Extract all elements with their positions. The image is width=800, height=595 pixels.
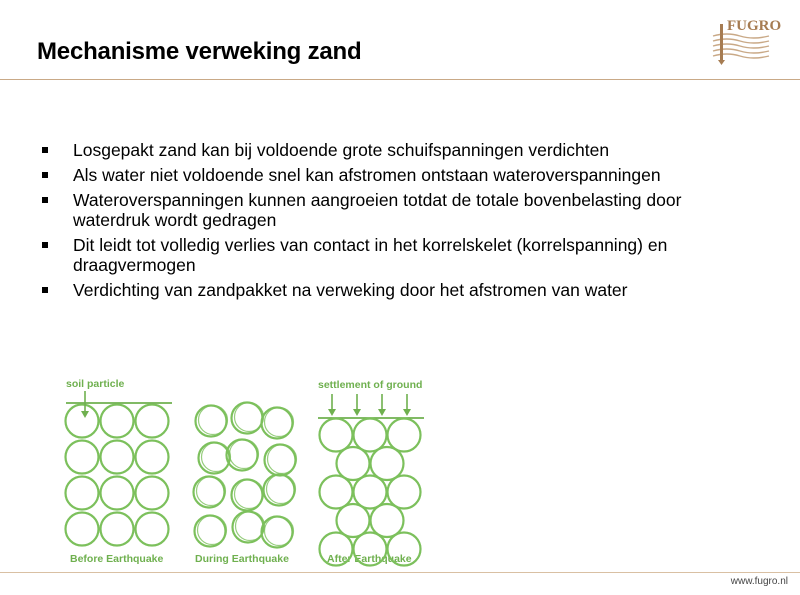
before-particle bbox=[66, 405, 99, 438]
settlement-arrow-head bbox=[378, 409, 386, 416]
during-particle-echo bbox=[199, 406, 228, 435]
after-particle bbox=[388, 419, 421, 452]
footer-divider bbox=[0, 572, 800, 573]
after-particle bbox=[354, 476, 387, 509]
before-particle bbox=[66, 477, 99, 510]
after-particle bbox=[371, 447, 404, 480]
bullet-item: Losgepakt zand kan bij voldoende grote schuifspanningen verdichten bbox=[40, 140, 740, 160]
before-particle bbox=[66, 441, 99, 474]
liquefaction-diagram bbox=[62, 372, 432, 572]
during-particle-echo bbox=[235, 403, 264, 432]
during-particle-echo bbox=[268, 445, 297, 474]
bullet-square-icon bbox=[42, 147, 48, 153]
bullet-list bbox=[40, 140, 740, 305]
before-particle bbox=[101, 513, 134, 546]
bullet-item: Dit leidt tot volledig verlies van contact in het korrelskelet (korrelspanning) en draagvermogen bbox=[40, 235, 740, 275]
logo-text: FUGRO bbox=[727, 18, 782, 34]
before-particle bbox=[136, 405, 169, 438]
before-particle bbox=[101, 405, 134, 438]
during-particle-echo bbox=[235, 480, 264, 509]
bullet-square-icon bbox=[42, 197, 48, 203]
settlement-label: settlement of ground bbox=[318, 379, 423, 391]
bullet-square-icon bbox=[42, 172, 48, 178]
soil-particle-label: soil particle bbox=[66, 378, 125, 390]
during-particle-echo bbox=[267, 475, 296, 504]
before-particle bbox=[66, 513, 99, 546]
bullet-item: Verdichting van zandpakket na verweking door het afstromen van water bbox=[40, 280, 740, 300]
footer-url: www.fugro.nl bbox=[730, 576, 788, 587]
before-particle bbox=[136, 477, 169, 510]
during-particle-echo bbox=[198, 516, 227, 545]
settlement-arrow-head bbox=[328, 409, 336, 416]
after-particle bbox=[320, 419, 353, 452]
slide-title: Mechanisme verweking zand bbox=[37, 38, 362, 65]
after-particle bbox=[337, 447, 370, 480]
caption-after: After Earthquake bbox=[327, 553, 412, 565]
after-particle bbox=[354, 419, 387, 452]
before-particle bbox=[136, 513, 169, 546]
after-particle bbox=[388, 476, 421, 509]
caption-during: During Earthquake bbox=[195, 553, 289, 565]
after-particle bbox=[371, 504, 404, 537]
bullet-item: Als water niet voldoende snel kan afstromen ontstaan wateroverspanningen bbox=[40, 165, 740, 185]
fugro-logo bbox=[707, 10, 782, 66]
during-particle-echo bbox=[230, 440, 259, 469]
bullet-item: Wateroverspanningen kunnen aangroeien totdat de totale bovenbelasting door waterdruk wordt gedragen bbox=[40, 190, 740, 230]
during-particle-echo bbox=[236, 512, 265, 541]
during-particle-echo bbox=[265, 517, 294, 546]
after-particle bbox=[337, 504, 370, 537]
settlement-arrow-head bbox=[403, 409, 411, 416]
header-divider bbox=[0, 79, 800, 80]
soil-particle-arrow-head bbox=[81, 411, 89, 418]
bullet-square-icon bbox=[42, 242, 48, 248]
during-particle-echo bbox=[197, 477, 226, 506]
before-particle bbox=[136, 441, 169, 474]
during-particle-echo bbox=[265, 408, 294, 437]
caption-before: Before Earthquake bbox=[70, 553, 164, 565]
settlement-arrow-head bbox=[353, 409, 361, 416]
after-particle bbox=[320, 476, 353, 509]
before-particle bbox=[101, 477, 134, 510]
before-particle bbox=[101, 441, 134, 474]
bullet-square-icon bbox=[42, 287, 48, 293]
